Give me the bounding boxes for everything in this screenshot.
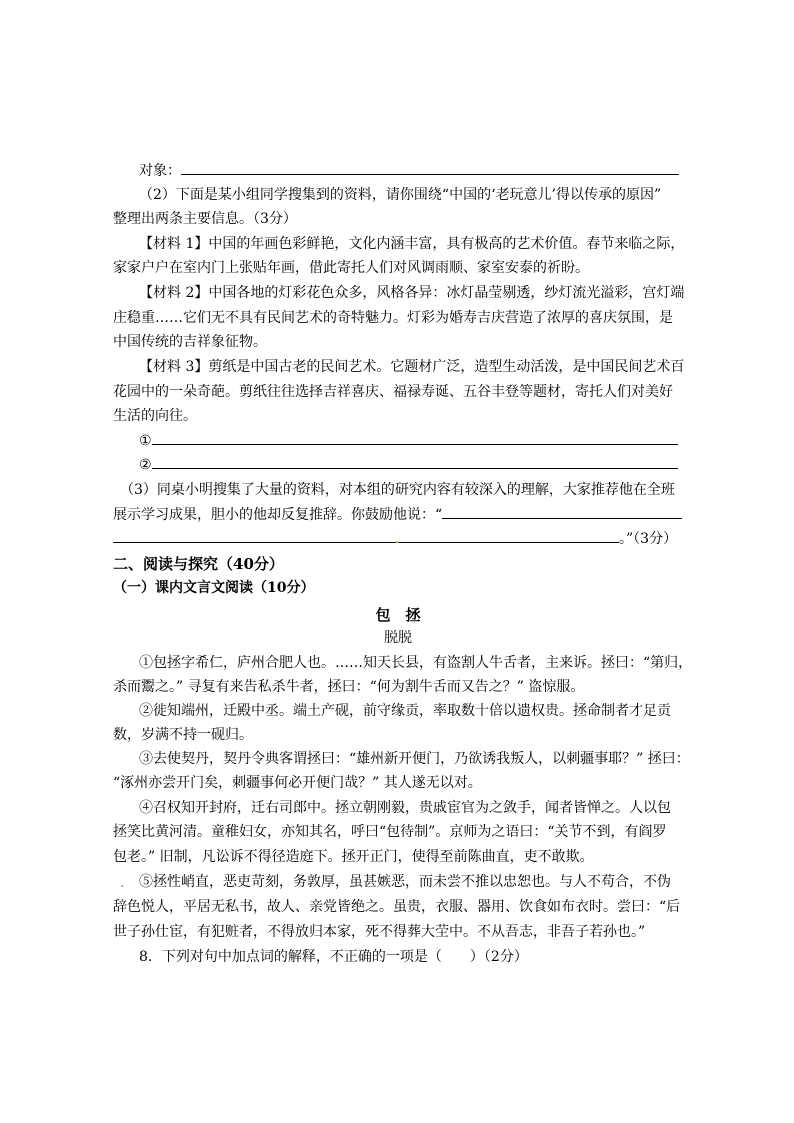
para5-line2: 辞色悦人，平居无私书，故人、亲党皆绝之。虽贵，衣服、器用、饮食如布衣时。尝曰：“后 — [113, 899, 681, 915]
q3-line2-text: 展示学习成果，胆小的他却反复推辞。你鼓励他说：“ — [113, 507, 443, 523]
para4-line1: ④召权知开封府，迁右司郎中。拯立朝刚毅，贵戚宦官为之敛手，闻者皆惮之。人以包 — [139, 800, 671, 816]
q3-line3 — [113, 527, 683, 551]
material3-line1 — [113, 355, 709, 379]
article-title: 包 拯 — [375, 606, 421, 624]
object-answer-blank[interactable] — [181, 160, 679, 175]
q3-line2 — [113, 503, 683, 527]
answer-mark-1: ① — [139, 433, 152, 449]
material1-line2: 家家户户在室内门上张贴年画，借此寄托人们对风调雨顺、家室安泰的祈盼。 — [113, 260, 589, 276]
article-author: 脱脱 — [384, 630, 412, 646]
q2-line2: 整理出两条主要信息。（3分） — [113, 211, 297, 227]
material2-line1 — [113, 281, 709, 305]
answer-blank-2[interactable] — [152, 454, 678, 469]
q3-answer-blank-2[interactable] — [113, 528, 619, 543]
para4-line3: 包老。” 旧制，凡讼诉不得径造庭下。拯开正门，使得至前陈曲直，吏不敢欺。 — [113, 849, 594, 865]
para3-line2: “涿州亦尝开门矣，刺疆事何必开便门哉？” 其人遂无以对。 — [113, 775, 482, 791]
para3-line1: ③去使契丹，契丹令典客谓拯曰：“雄州新开便门，乃欲诱我叛人，以刺疆事耶？” 拯曰： — [139, 751, 690, 767]
q3-end-text: 。”（3分） — [619, 531, 678, 547]
answer-blank-1[interactable] — [152, 430, 678, 445]
material1-line1 — [113, 232, 709, 256]
para4-line2: 拯笑比黄河清。童稚妇女，亦知其名，呼曰“包待制”。京师为之语曰：“关节不到，有阎罗 — [113, 824, 667, 840]
material3-line3: 生活的向往。 — [113, 408, 197, 424]
material2-text1: 中国各地的灯彩花色众多，风格各异：冰灯晶莹剔透，纱灯流光溢彩，宫灯端 — [208, 285, 685, 301]
material2-line3: 中国传统的吉祥象征物。 — [113, 334, 267, 350]
object-label: 对象： — [139, 163, 181, 179]
object-line — [113, 159, 709, 183]
q2-line1: （2）下面是某小组同学搜集到的资料，请你围绕“中国的‘老玩意儿’得以传承的原因” — [139, 187, 662, 203]
subsection-heading: （一）课内文言文阅读（10分） — [113, 580, 315, 596]
para5-line1: ⑤拯性峭直，恶吏苛刻，务敦厚，虽甚嫉恶，而未尝不推以忠恕也。与人不苟合，不伪 — [139, 874, 671, 890]
material2-tag: 【材料 2】 — [139, 285, 209, 301]
q3-line1: （3）同桌小明搜集了大量的资料，对本组的研究内容有较深入的理解，大家推荐他在全班 — [120, 482, 675, 498]
para2-line1: ②徙知端州，迁殿中丞。端土产砚，前守缘贡，率取数十倍以遗权贵。拯命制者才足贡 — [139, 703, 671, 719]
material3-tag: 【材料 3】 — [139, 359, 209, 375]
answer-mark-2: ② — [139, 457, 152, 473]
question-8: 8．下列对句中加点词的解释，不正确的一项是（ ）（2分） — [139, 949, 528, 965]
para2-line2: 数，岁满不持一砚归。 — [113, 727, 253, 743]
section-heading: 二、阅读与探究（40分） — [113, 555, 284, 573]
answer-line-1 — [113, 429, 709, 453]
para1-line2: 杀而鬻之。” 寻复有来告私杀牛者，拯曰：“何为割牛舌而又告之？” 盗惊服。 — [113, 679, 585, 695]
material3-text1: 剪纸是中国古老的民间艺术。它题材广泛，造型生动活泼，是中国民间艺术百 — [208, 359, 685, 375]
stray-dot — [396, 541, 398, 543]
material1-text1: 中国的年画色彩鲜艳，文化内涵丰富，具有极高的艺术价值。春节来临之际， — [208, 236, 685, 252]
material1-tag: 【材料 1】 — [139, 236, 209, 252]
material2-line2: 庄稳重……它们无不具有民间艺术的奇特魅力。灯彩为婚寿吉庆营造了浓厚的喜庆氛围，是 — [113, 310, 673, 326]
para5-line3: 世子孙仕宦，有犯赃者，不得放归本家，死不得葬大茔中。不从吾志，非吾子若孙也。” — [113, 924, 646, 940]
para1-line1: ①包拯字希仁，庐州合肥人也。……知天长县，有盗割人牛舌者，主来诉。拯曰：“第归， — [139, 655, 693, 671]
answer-line-2 — [113, 453, 709, 477]
q3-answer-blank-1[interactable] — [442, 504, 682, 519]
material3-line2: 花园中的一朵奇葩。剪纸往往选择吉祥喜庆、福禄寿诞、五谷丰登等题材，寄托人们对美好 — [113, 384, 673, 400]
